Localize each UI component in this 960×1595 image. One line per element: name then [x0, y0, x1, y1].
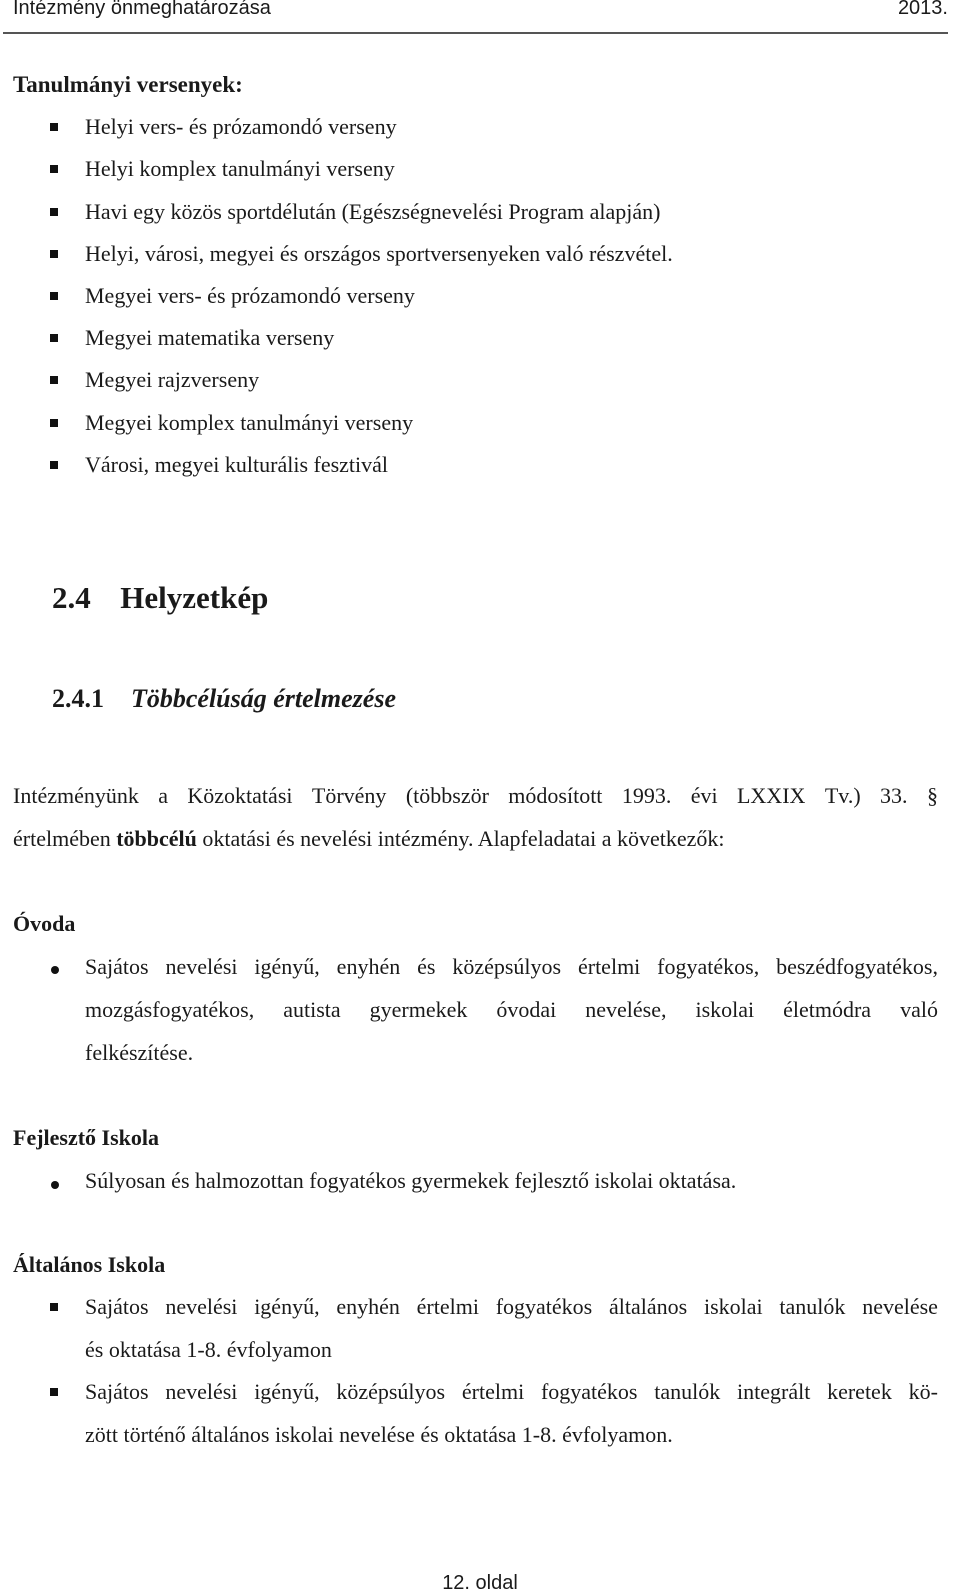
square-bullet-icon [50, 1388, 58, 1396]
word: igényű, [254, 1294, 320, 1319]
word: iskolai [695, 997, 755, 1022]
word: óvodai [496, 997, 557, 1022]
list-item-label: Megyei komplex tanulmányi verseny [85, 410, 414, 435]
square-bullet-icon [50, 123, 58, 131]
ovoda-item-line-2 [85, 997, 938, 1023]
page-number: 12. oldal [442, 1572, 518, 1594]
altalanos-item-1-line-1 [85, 1294, 938, 1320]
square-bullet-icon [50, 292, 58, 300]
fejleszto-label: Fejlesztő Iskola [13, 1125, 160, 1150]
subsection-title: Többcélúság értelmezése [131, 684, 396, 713]
word: Törvény [311, 783, 387, 808]
word: keretek [827, 1379, 892, 1404]
word: nevelési [165, 1294, 238, 1319]
word: fogyatékos [540, 1379, 638, 1404]
section-heading [52, 580, 268, 616]
square-bullet-icon [50, 250, 58, 258]
word: Sajátos [85, 1294, 149, 1319]
word: tanulók [779, 1294, 846, 1319]
list-item-label: Megyei vers- és prózamondó verseny [85, 283, 415, 308]
list-item-label: Városi, megyei kulturális fesztivál [85, 452, 389, 477]
word: nevelési [165, 1379, 238, 1404]
word: Sajátos [85, 1379, 149, 1404]
header-divider [3, 32, 948, 34]
word: mozgásfogyatékos, [85, 997, 255, 1022]
fejleszto-item: Súlyosan és halmozottan fogyatékos gyermekek fejlesztő iskolai oktatása. [85, 1168, 737, 1193]
word: fogyatékos [495, 1294, 593, 1319]
word: évi [690, 783, 718, 808]
word: való [900, 997, 938, 1022]
word: gyermekek [369, 997, 468, 1022]
altalanos-label: Általános Iskola [13, 1252, 166, 1277]
word: értelmi [416, 1294, 479, 1319]
round-bullet-icon [51, 966, 59, 974]
word: § [926, 783, 938, 808]
list-item-label: Helyi komplex tanulmányi verseny [85, 156, 395, 181]
header-year: 2013. [897, 0, 948, 19]
square-bullet-icon [50, 1303, 58, 1311]
word: Közoktatási [187, 783, 293, 808]
altalanos-item-2-line-2: zött történő általános iskolai nevelése és oktatása 1-8. évfolyamon. [85, 1422, 673, 1447]
intro-line-1 [13, 783, 938, 809]
word: életmódra [783, 997, 872, 1022]
ovoda-item-line-1: Sajátos nevelési igényű, enyhén és középsúlyos értelmi fogyatékos, beszédfogyatékos, [85, 954, 938, 979]
round-bullet-icon [51, 1181, 59, 1189]
word: autista [283, 997, 341, 1022]
square-bullet-icon [50, 461, 58, 469]
competitions-title: Tanulmányi versenyek: [13, 72, 243, 97]
word: integrált [737, 1379, 811, 1404]
word: módosított [508, 783, 603, 808]
word: 33. [880, 783, 908, 808]
list-item-label: Havi egy közös sportdélután (Egészségnevelési Program alapján) [85, 199, 661, 224]
ovoda-item-line-3: felkészítése. [85, 1040, 194, 1065]
header-title: Intézmény önmeghatározása [13, 0, 271, 19]
square-bullet-icon [50, 334, 58, 342]
list-item-label: Helyi vers- és prózamondó verseny [85, 114, 397, 139]
list-item-label: Megyei rajzverseny [85, 367, 260, 392]
word: nevelése [862, 1294, 938, 1319]
altalanos-item-2-line-1 [85, 1379, 938, 1405]
word: iskolai [703, 1294, 763, 1319]
word: értelmi [461, 1379, 525, 1404]
subsection-number: 2.4.1 [52, 684, 104, 713]
word: (többször [405, 783, 489, 808]
word: kö- [908, 1379, 938, 1404]
intro-text: értelmében [13, 826, 117, 851]
word: enyhén [336, 1294, 400, 1319]
subsection-heading [52, 684, 396, 714]
section-title: Helyzetkép [120, 580, 269, 615]
word: tanulók [654, 1379, 721, 1404]
square-bullet-icon [50, 165, 58, 173]
word: nevelése, [585, 997, 667, 1022]
section-number: 2.4 [52, 580, 91, 615]
word: a [158, 783, 169, 808]
word: LXXIX [736, 783, 806, 808]
ovoda-label: Óvoda [13, 911, 76, 936]
intro-text: oktatási és nevelési intézmény. Alapfeladatai a következők: [196, 826, 725, 851]
word: Tv.) [824, 783, 861, 808]
word: középsúlyos [336, 1379, 446, 1404]
list-item-label: Helyi, városi, megyei és országos sportversenyeken való részvétel. [85, 241, 673, 266]
list-item-label: Megyei matematika verseny [85, 325, 335, 350]
intro-line-2 [13, 826, 725, 852]
intro-bold-term: többcélú [116, 826, 197, 851]
word: Intézményünk [13, 783, 139, 808]
word: igényű, [254, 1379, 320, 1404]
word: 1993. [621, 783, 672, 808]
square-bullet-icon [50, 419, 58, 427]
square-bullet-icon [50, 376, 58, 384]
square-bullet-icon [50, 208, 58, 216]
word: általános [609, 1294, 688, 1319]
page-header [13, 0, 948, 24]
altalanos-item-1-line-2: és oktatása 1-8. évfolyamon [85, 1337, 332, 1362]
